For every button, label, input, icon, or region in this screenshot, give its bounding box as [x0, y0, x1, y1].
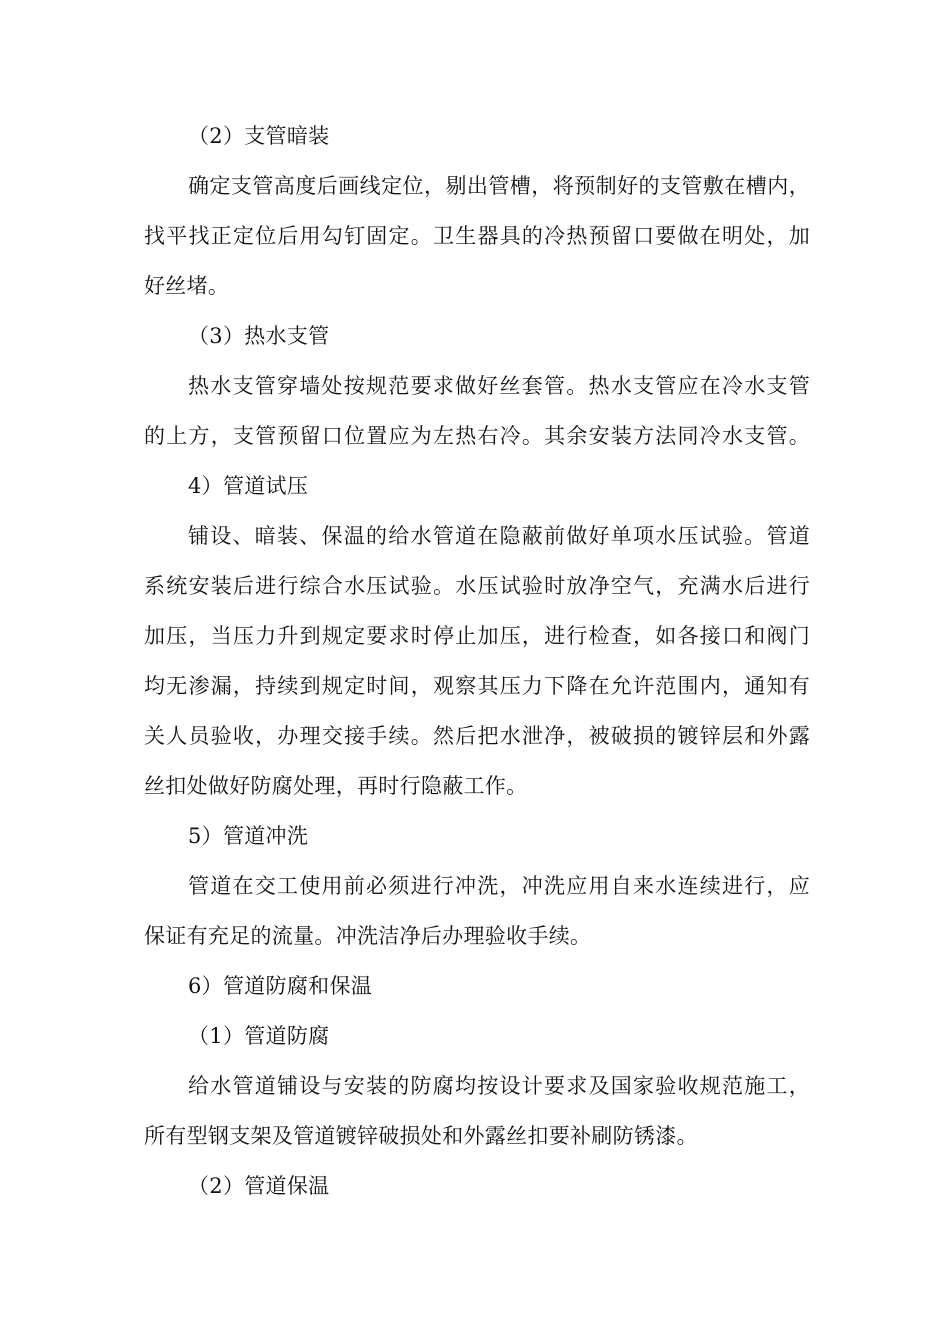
paragraph-line: 加压，当压力升到规定要求时停止加压，进行检查，如各接口和阀门 — [144, 624, 810, 648]
paragraph-line: 所有型钢支架及管道镀锌破损处和外露丝扣要补刷防锈漆。 — [144, 1124, 698, 1148]
paragraph-line: 好丝堵。 — [144, 274, 230, 298]
paragraph-line: 的上方，支管预留口位置应为左热右冷。其余安装方法同冷水支管。 — [144, 424, 810, 448]
subheading-concealed-branch-pipe: （2）支管暗装 — [188, 124, 330, 148]
paragraph-line: 找平找正定位后用勾钉固定。卫生器具的冷热预留口要做在明处，加 — [144, 224, 810, 248]
paragraph-line: 系统安装后进行综合水压试验。水压试验时放净空气，充满水后进行 — [144, 574, 810, 598]
heading-anticorrosion-insulation: 6）管道防腐和保温 — [188, 974, 373, 998]
paragraph-line: 关人员验收，办理交接手续。然后把水泄净，被破损的镀锌层和外露 — [144, 724, 810, 748]
paragraph-line: 管道在交工使用前必须进行冲洗，冲洗应用自来水连续进行，应 — [188, 874, 810, 898]
paragraph-line: 确定支管高度后画线定位，剔出管槽，将预制好的支管敷在槽内， — [188, 174, 810, 198]
subheading-hot-water-branch: （3）热水支管 — [188, 324, 330, 348]
heading-pipe-flushing: 5）管道冲洗 — [188, 824, 309, 848]
paragraph-line: 给水管道铺设与安装的防腐均按设计要求及国家验收规范施工， — [188, 1074, 810, 1098]
heading-pressure-test: 4）管道试压 — [188, 474, 309, 498]
paragraph-line: 铺设、暗装、保温的给水管道在隐蔽前做好单项水压试验。管道 — [188, 524, 810, 548]
paragraph-line: 丝扣处做好防腐处理，再时行隐蔽工作。 — [144, 774, 528, 798]
paragraph-line: 保证有充足的流量。冲洗洁净后办理验收手续。 — [144, 924, 592, 948]
paragraph-line: 热水支管穿墙处按规范要求做好丝套管。热水支管应在冷水支管 — [188, 374, 810, 398]
paragraph-line: 均无渗漏，持续到规定时间，观察其压力下降在允许范围内，通知有 — [144, 674, 810, 698]
subheading-pipe-insulation: （2）管道保温 — [188, 1174, 330, 1198]
subheading-pipe-anticorrosion: （1）管道防腐 — [188, 1024, 330, 1048]
